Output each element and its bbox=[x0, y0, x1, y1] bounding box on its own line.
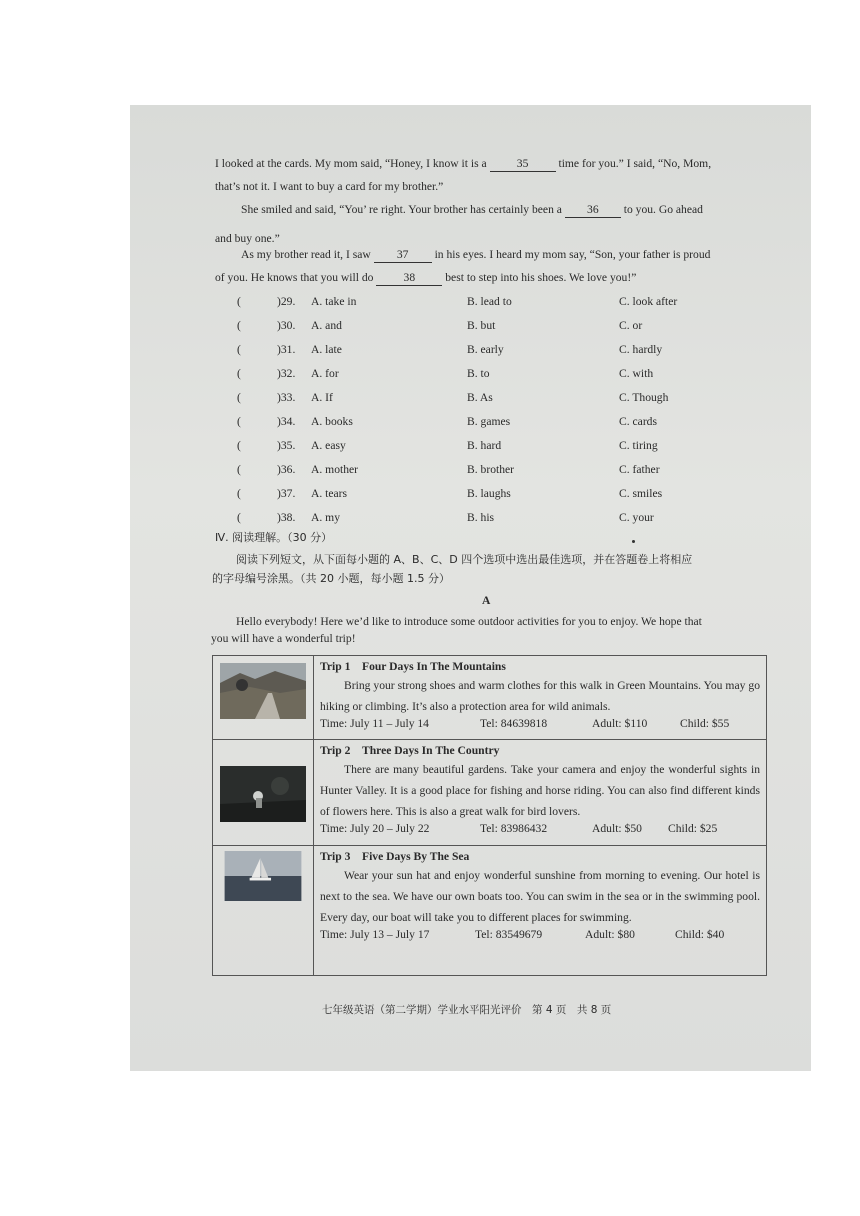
trip-time: Time: July 11 – July 14 bbox=[320, 717, 429, 730]
option-c: C. look after bbox=[619, 295, 678, 308]
trip-adult-price: Adult: $50 bbox=[592, 822, 642, 835]
text: I looked at the cards. My mom said, “Honey, I know it is a bbox=[215, 157, 487, 170]
text: to you. Go ahead bbox=[623, 203, 703, 216]
option-a: A. mother bbox=[311, 463, 359, 476]
trip-description: Bring your strong shoes and warm clothes for this walk in Green Mountains. You may go hiking or climbing. It’s also a protection area for wild animals. bbox=[320, 679, 760, 713]
answer-paren: ( bbox=[237, 343, 241, 356]
passage-line-6 bbox=[215, 271, 636, 286]
option-b: B. hard bbox=[467, 439, 502, 452]
trip-name: Four Days In The Mountains bbox=[361, 660, 506, 673]
option-c: C. your bbox=[619, 511, 654, 524]
answer-paren: ( bbox=[237, 367, 241, 380]
trip-info-cell bbox=[314, 656, 767, 740]
answer-paren: ( bbox=[237, 463, 241, 476]
trip-label: Trip 1 bbox=[320, 660, 351, 673]
option-b: B. his bbox=[467, 511, 495, 524]
trip-details bbox=[314, 928, 766, 943]
page-footer: 七年级英语（第二学期）学业水平阳光评价 第 4 页 共 8 页 bbox=[322, 1004, 612, 1016]
option-b: B. early bbox=[467, 343, 504, 356]
question-30 bbox=[237, 319, 643, 332]
passage-line-3 bbox=[241, 203, 703, 218]
option-c: C. or bbox=[619, 319, 643, 332]
text: in his eyes. I heard my mom say, “Son, your father is proud bbox=[434, 248, 711, 261]
option-c: C. Though bbox=[619, 391, 669, 404]
question-number: )30. bbox=[277, 319, 296, 332]
intro-line-1: Hello everybody! Here we’d like to introduce some outdoor activities for you to enjoy. We hope that bbox=[236, 615, 702, 628]
trip-row-1 bbox=[213, 656, 767, 740]
question-number: )35. bbox=[277, 439, 296, 452]
part-label: A bbox=[482, 594, 491, 607]
answer-paren: ( bbox=[237, 391, 241, 404]
answer-paren: ( bbox=[237, 439, 241, 452]
option-b: B. to bbox=[467, 367, 490, 380]
blank-38: 38 bbox=[376, 271, 442, 286]
trip-name: Five Days By The Sea bbox=[361, 850, 470, 863]
trip-image-cell bbox=[213, 656, 314, 740]
trip-child-price: Child: $25 bbox=[668, 822, 718, 835]
trip-title bbox=[314, 846, 766, 865]
trip-tel: Tel: 83986432 bbox=[480, 822, 548, 835]
question-number: )34. bbox=[277, 415, 296, 428]
passage-line-2: that’s not it. I want to buy a card for my brother.” bbox=[215, 180, 444, 193]
text: She smiled and said, “You’ re right. Your brother has certainly been a bbox=[241, 203, 562, 216]
option-a: A. for bbox=[311, 367, 339, 380]
trip-title bbox=[314, 656, 766, 675]
question-32 bbox=[237, 367, 654, 380]
blank-35: 35 bbox=[490, 157, 556, 172]
question-number: )38. bbox=[277, 511, 296, 524]
text: time for you.” I said, “No, Mom, bbox=[558, 157, 712, 170]
text: best to step into his shoes. We love you!” bbox=[445, 271, 637, 284]
option-b: B. lead to bbox=[467, 295, 512, 308]
option-b: B. laughs bbox=[467, 487, 511, 500]
answer-paren: ( bbox=[237, 487, 241, 500]
section-instructions-2: 的字母编号涂黑。（共 20 小题，每小题 1.5 分） bbox=[212, 572, 450, 585]
trip-details bbox=[314, 822, 766, 837]
countryside-photo bbox=[220, 766, 306, 822]
answer-paren: ( bbox=[237, 415, 241, 428]
sailboat-sea-photo bbox=[220, 851, 306, 901]
question-number: )29. bbox=[277, 295, 296, 308]
option-a: A. my bbox=[311, 511, 340, 524]
question-number: )37. bbox=[277, 487, 296, 500]
question-31 bbox=[237, 343, 663, 356]
answer-paren: ( bbox=[237, 295, 241, 308]
option-a: A. late bbox=[311, 343, 342, 356]
option-a: A. take in bbox=[311, 295, 357, 308]
question-35 bbox=[237, 439, 658, 452]
option-a: A. books bbox=[311, 415, 353, 428]
blank-36: 36 bbox=[565, 203, 621, 218]
trip-name: Three Days In The Country bbox=[361, 744, 500, 757]
trip-details bbox=[314, 717, 766, 732]
trip-image-cell bbox=[213, 846, 314, 976]
option-c: C. tiring bbox=[619, 439, 658, 452]
intro-line-2: you will have a wonderful trip! bbox=[211, 632, 356, 645]
option-b: B. but bbox=[467, 319, 496, 332]
trip-row-3 bbox=[213, 846, 767, 976]
option-a: A. tears bbox=[311, 487, 348, 500]
option-b: B. brother bbox=[467, 463, 515, 476]
trip-image-cell bbox=[213, 740, 314, 846]
text: As my brother read it, I saw bbox=[241, 248, 371, 261]
trip-tel: Tel: 84639818 bbox=[480, 717, 548, 730]
option-b: B. As bbox=[467, 391, 493, 404]
trip-tel: Tel: 83549679 bbox=[475, 928, 543, 941]
trip-info-cell bbox=[314, 846, 767, 976]
trip-child-price: Child: $55 bbox=[680, 717, 730, 730]
question-37 bbox=[237, 487, 663, 500]
question-33 bbox=[237, 391, 669, 404]
option-a: A. easy bbox=[311, 439, 346, 452]
trips-table bbox=[212, 655, 767, 976]
option-c: C. hardly bbox=[619, 343, 663, 356]
question-number: )33. bbox=[277, 391, 296, 404]
trip-description: Wear your sun hat and enjoy wonderful sunshine from morning to evening. Our hotel is next to the sea. We have our own boats too. You can swim in the sea or in the swimming pool. Every day, our boat will take you to different places for swimming. bbox=[320, 869, 760, 924]
question-34 bbox=[237, 415, 657, 428]
question-number: )32. bbox=[277, 367, 296, 380]
answer-paren: ( bbox=[237, 511, 241, 524]
trip-time: Time: July 20 – July 22 bbox=[320, 822, 430, 835]
question-number: )36. bbox=[277, 463, 296, 476]
passage-line-1 bbox=[215, 157, 711, 172]
option-c: C. cards bbox=[619, 415, 657, 428]
trip-info-cell bbox=[314, 740, 767, 846]
option-a: A. If bbox=[311, 391, 333, 404]
trip-label: Trip 3 bbox=[320, 850, 351, 863]
option-c: C. father bbox=[619, 463, 660, 476]
question-number: )31. bbox=[277, 343, 296, 356]
trip-row-2 bbox=[213, 740, 767, 846]
trip-time: Time: July 13 – July 17 bbox=[320, 928, 430, 941]
passage-line-4: and buy one.” bbox=[215, 232, 280, 245]
trip-title bbox=[314, 740, 766, 759]
option-c: C. smiles bbox=[619, 487, 663, 500]
option-b: B. games bbox=[467, 415, 511, 428]
section-heading: Ⅳ. 阅读理解。（30 分） bbox=[215, 531, 333, 544]
question-29 bbox=[237, 295, 678, 308]
text: of you. He knows that you will do bbox=[215, 271, 374, 284]
question-38 bbox=[237, 511, 654, 524]
question-36 bbox=[237, 463, 660, 476]
option-c: C. with bbox=[619, 367, 654, 380]
trip-adult-price: Adult: $110 bbox=[592, 717, 648, 730]
trip-label: Trip 2 bbox=[320, 744, 351, 757]
mountain-road-photo bbox=[220, 663, 306, 719]
trip-child-price: Child: $40 bbox=[675, 928, 725, 941]
section-instructions-1: 阅读下列短文，从下面每小题的 A、B、C、D 四个选项中选出最佳选项，并在答题卷上将相应 bbox=[236, 553, 693, 566]
option-a: A. and bbox=[311, 319, 342, 332]
passage-line-5 bbox=[241, 248, 710, 263]
trip-adult-price: Adult: $80 bbox=[585, 928, 635, 941]
ink-speck bbox=[632, 540, 635, 543]
trip-description: There are many beautiful gardens. Take your camera and enjoy the wonderful sights in Hunter Valley. It is a good place for fishing and horse riding. You can also find different kinds of flowers here. This is also a great walk for bird lovers. bbox=[320, 763, 760, 818]
answer-paren: ( bbox=[237, 319, 241, 332]
blank-37: 37 bbox=[374, 248, 432, 263]
